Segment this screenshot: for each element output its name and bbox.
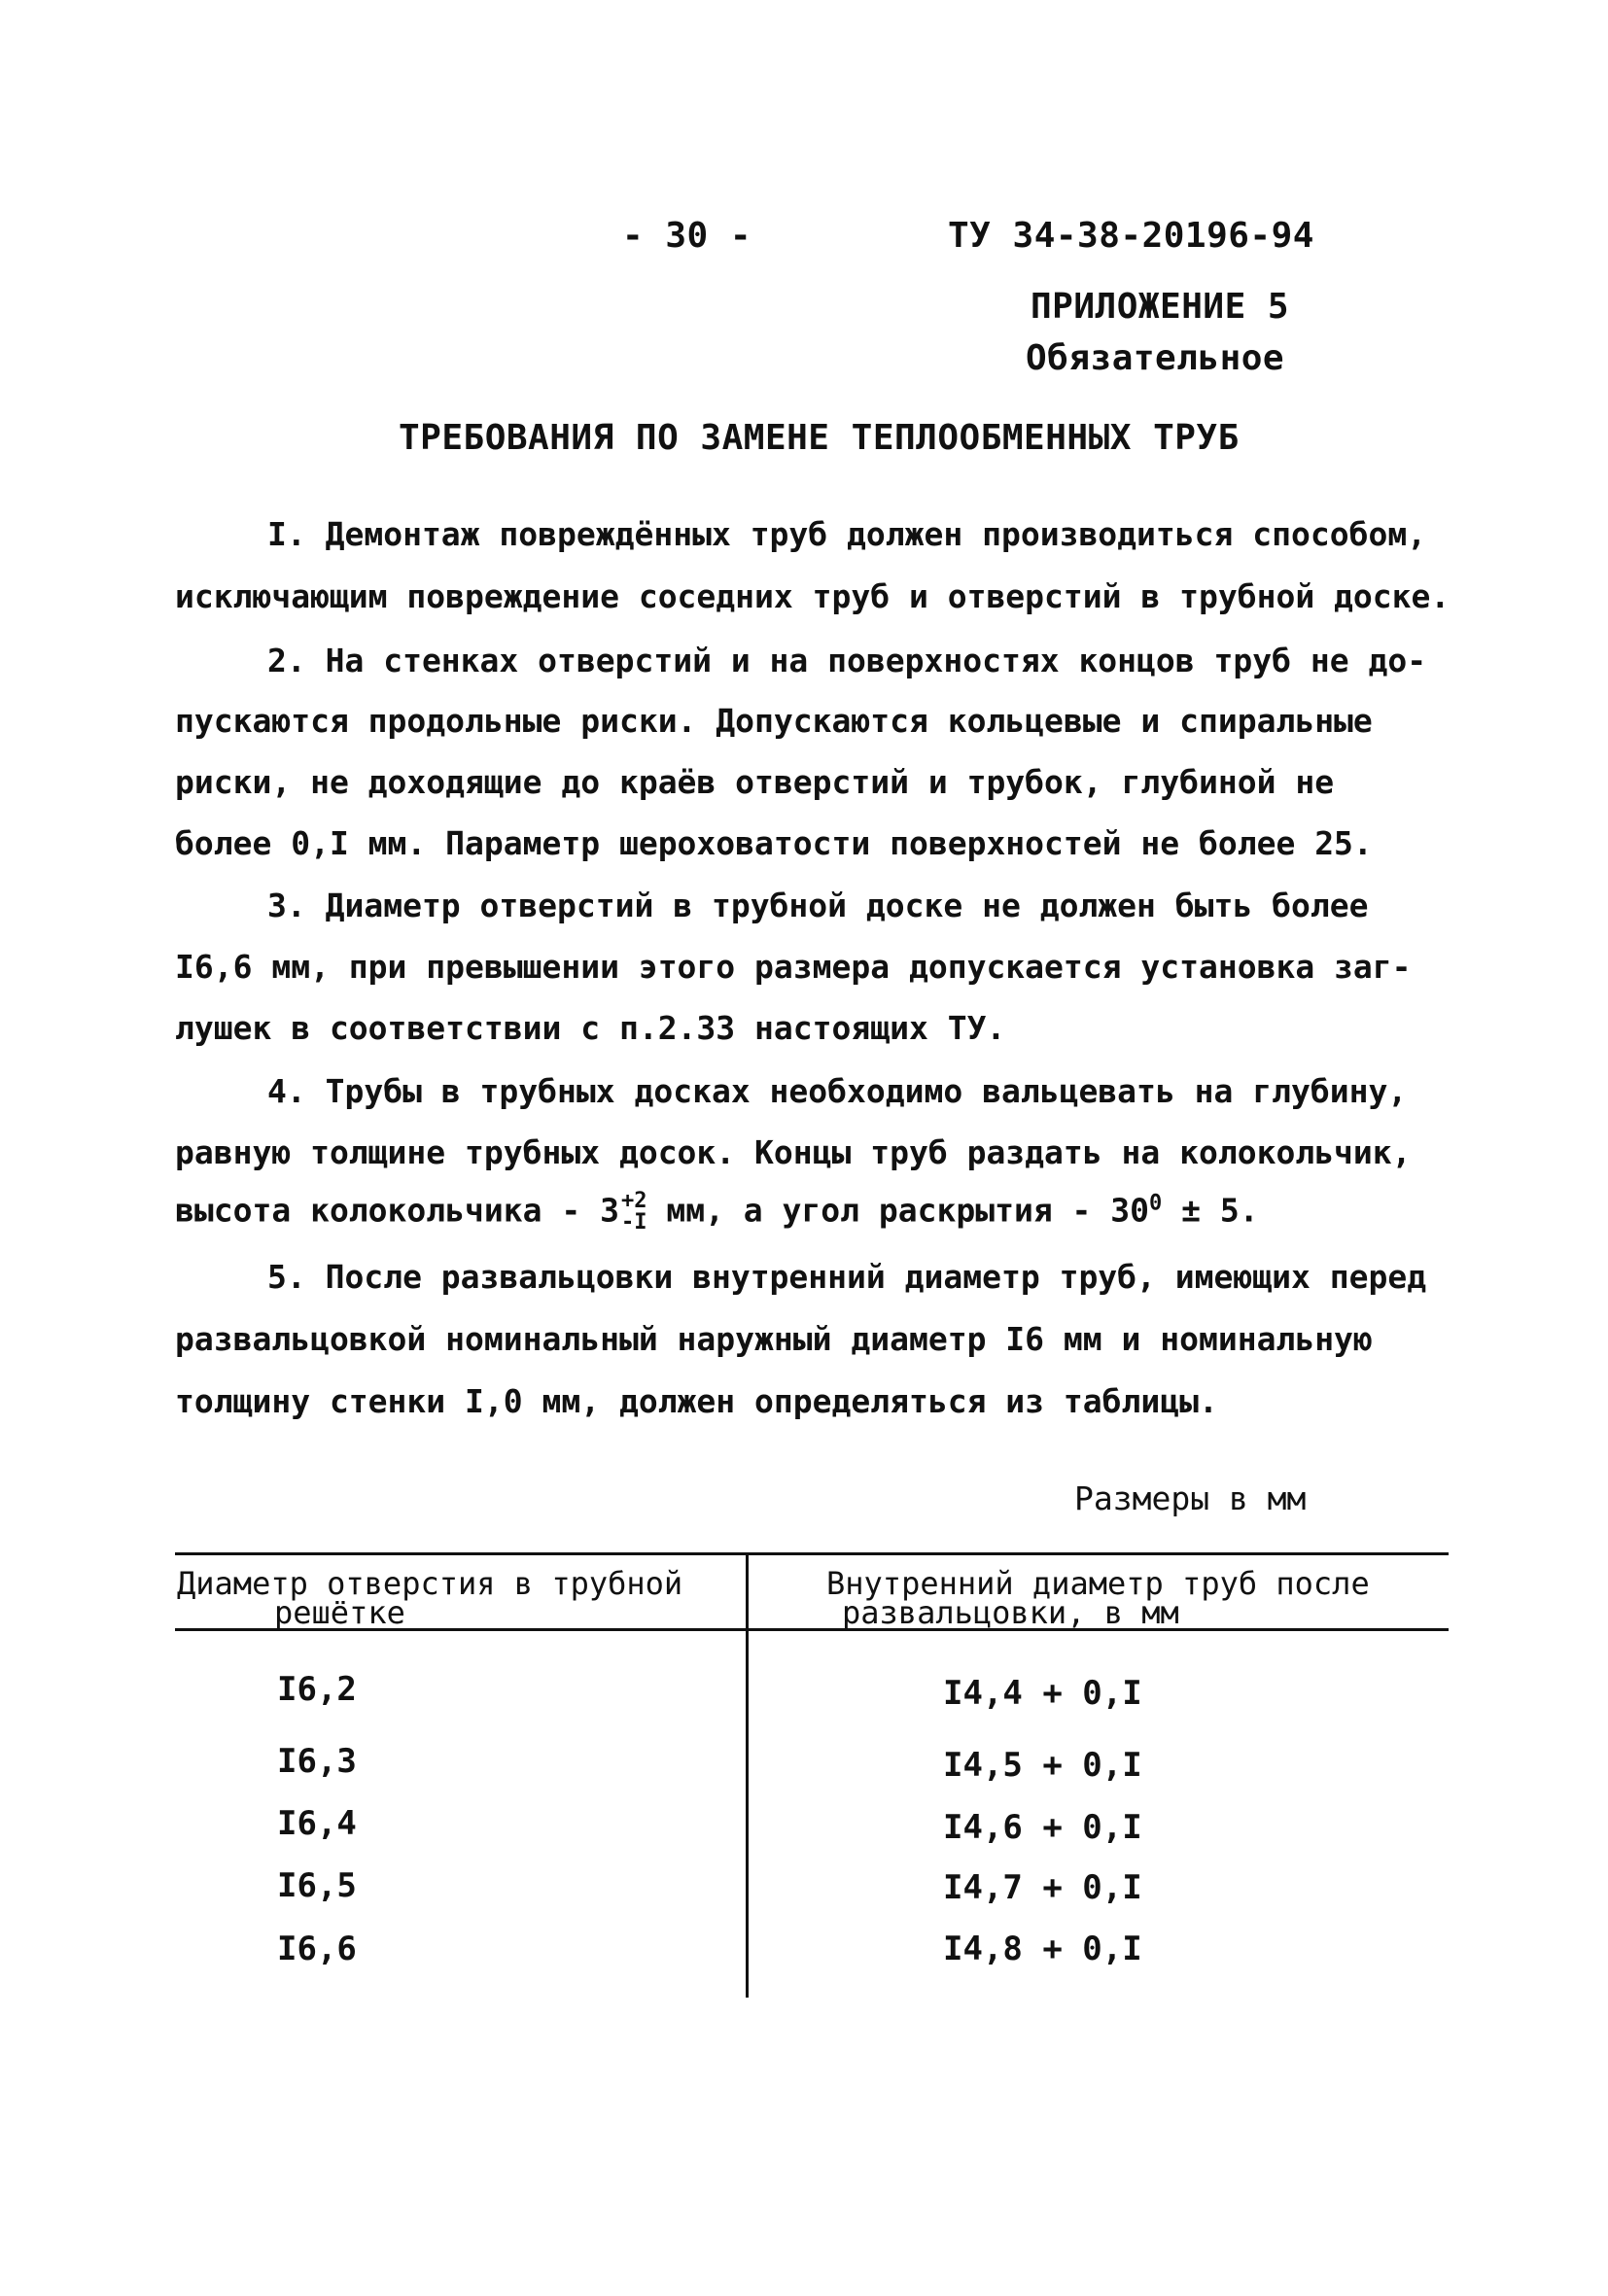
p2-line-3: риски, не доходящие до краёв отверстий и трубок, глубиной не [175, 763, 1335, 801]
table-row-3-inner: I4,6 + 0,I [943, 1808, 1142, 1847]
tolerance-upper: +2 [620, 1189, 647, 1213]
doc-code: ТУ 34-38-20196-94 [948, 216, 1314, 256]
table-row-3-hole: I6,4 [277, 1804, 357, 1843]
table-row-2-hole: I6,3 [277, 1742, 357, 1781]
tolerance-stack [621, 1191, 647, 1234]
tolerance-lower: -I [620, 1210, 647, 1235]
p2-line-4: более 0,I мм. Параметр шероховатости поверхностей не более 25. [175, 824, 1373, 862]
p4-line-3-suffix: ± 5. [1162, 1191, 1259, 1230]
p3-line-2: I6,6 мм, при превышении этого размера допускается установка заг- [175, 948, 1412, 986]
table-row-4-hole: I6,5 [277, 1866, 357, 1905]
table-header-col1-line1: Диаметр отверстия в трубной [177, 1565, 683, 1602]
p4-line-3 [175, 1191, 1259, 1234]
table-header-col2-line2: развальцовки, в мм [842, 1594, 1179, 1631]
table-top-rule [175, 1552, 1449, 1555]
appendix-label: ПРИЛОЖЕНИЕ 5 [1031, 287, 1290, 327]
section-title: ТРЕБОВАНИЯ ПО ЗАМЕНЕ ТЕПЛООБМЕННЫХ ТРУБ [399, 418, 1240, 458]
p1-line-1: I. Демонтаж повреждённых труб должен производиться способом, [267, 515, 1427, 553]
degree-mark: 0 [1149, 1191, 1163, 1216]
table-row-4-inner: I4,7 + 0,I [943, 1868, 1142, 1907]
table-row-1-inner: I4,4 + 0,I [943, 1674, 1142, 1713]
table-header-col2-line1: Внутренний диаметр труб после [826, 1565, 1370, 1602]
p2-line-1: 2. На стенках отверстий и на поверхностях концов труб не до- [267, 642, 1427, 679]
p1-line-2: исключающим повреждение соседних труб и отверстий в трубной доске. [175, 577, 1451, 615]
table-row-5-inner: I4,8 + 0,I [943, 1930, 1142, 1968]
page-number: - 30 - [622, 216, 752, 256]
p5-line-3: толщину стенки I,0 мм, должен определяться из таблицы. [175, 1382, 1218, 1420]
p3-line-3: лушек в соответствии с п.2.33 настоящих ТУ. [175, 1009, 1006, 1047]
appendix-status: Обязательное [1026, 338, 1285, 378]
p4-line-1: 4. Трубы в трубных досках необходимо вальцевать на глубину, [267, 1072, 1408, 1110]
units-note: Размеры в мм [1074, 1479, 1307, 1517]
table-column-divider [746, 1552, 749, 1998]
p4-line-3-mid: мм, а угол раскрытия - 30 [647, 1191, 1150, 1230]
p3-line-1: 3. Диаметр отверстий в трубной доске не должен быть более [267, 887, 1369, 924]
p5-line-1: 5. После развальцовки внутренний диаметр труб, имеющих перед [267, 1258, 1427, 1296]
table-row-2-inner: I4,5 + 0,I [943, 1746, 1142, 1785]
table-header-col1-line2: решётке [274, 1594, 405, 1631]
p4-line-3-prefix: высота колокольчика - 3 [175, 1191, 619, 1230]
table-row-1-hole: I6,2 [277, 1670, 357, 1709]
p5-line-2: развальцовкой номинальный наружный диаметр I6 мм и номинальную [175, 1320, 1373, 1358]
p4-line-2: равную толщине трубных досок. Концы труб раздать на колокольчик, [175, 1133, 1412, 1171]
p2-line-2: пускаются продольные риски. Допускаются кольцевые и спиральные [175, 702, 1373, 740]
table-row-5-hole: I6,6 [277, 1930, 357, 1968]
